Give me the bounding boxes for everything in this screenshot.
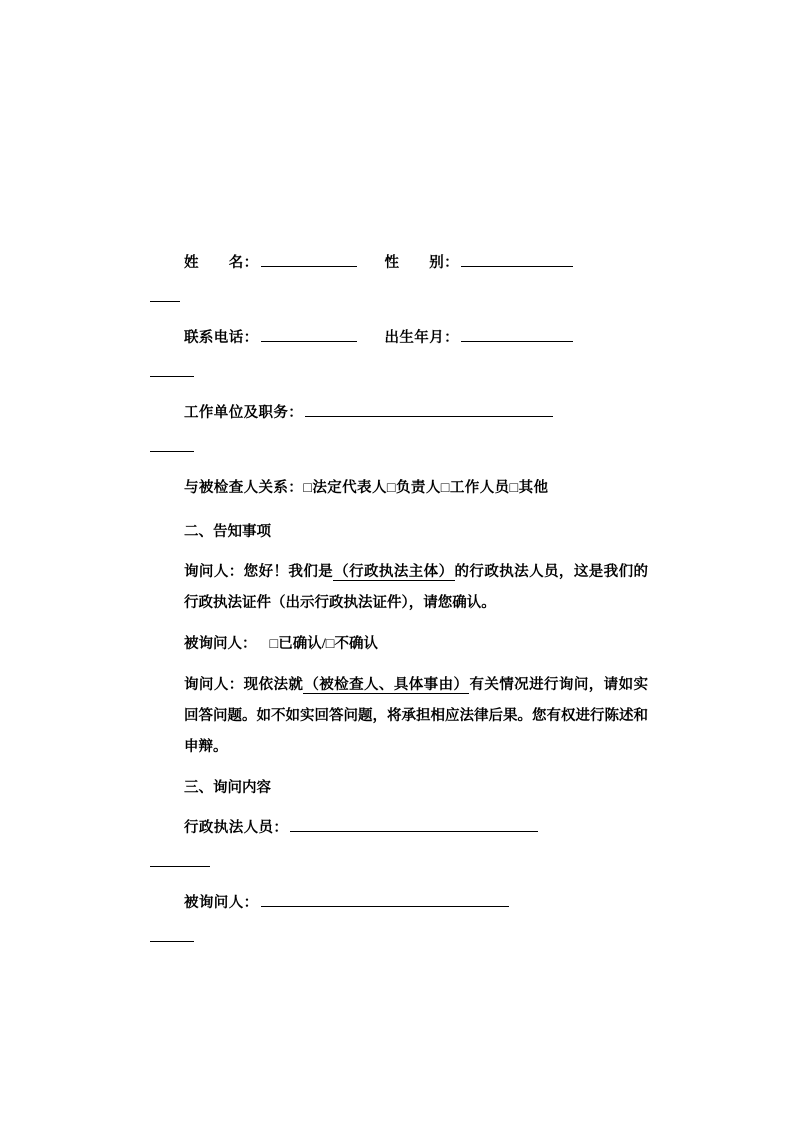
label-work-unit: 工作单位及职务： (184, 405, 304, 421)
input-work-unit[interactable] (305, 401, 553, 417)
field-row-name-gender (148, 248, 648, 278)
notice-q1-speaker: 询问人： (184, 564, 244, 580)
field-row-work-unit (148, 398, 648, 428)
input-officer-overflow[interactable] (150, 853, 210, 867)
notice-q1-part2: 的行政执法人员，这是我们的行政执法证件（出示行政执法证件），请您确认。 (184, 564, 649, 611)
notice-q2-emphasis[interactable]: （被检查人、具体事由） (304, 677, 469, 693)
field-row-phone-birth (148, 323, 648, 353)
notice-q1-part1: 您好！我们是 (243, 564, 334, 580)
notice-q2-part2: 有关情况进行询问，请如实回答问题。如不如实回答问题，将承担相应法律后果。您有权进行陈述和申辩。 (184, 677, 649, 755)
input-gender[interactable] (461, 251, 573, 267)
label-officer: 行政执法人员： (184, 820, 289, 836)
field-row-phone-birth-wrap (148, 363, 648, 382)
section-title-content: 三、询问内容 (184, 780, 271, 796)
label-phone: 联系电话： (184, 330, 259, 346)
input-work-unit-overflow[interactable] (150, 438, 194, 452)
notice-question-1 (148, 557, 648, 619)
content-row-interviewee (148, 888, 648, 918)
label-gender: 性 别： (384, 255, 459, 271)
label-relation: 与被检查人关系： (184, 480, 304, 496)
notice-q1-emphasis[interactable]: （行政执法主体） (334, 564, 454, 580)
content-row-officer-wrap (148, 853, 648, 872)
document-body (148, 248, 648, 963)
notice-question-2 (148, 670, 648, 763)
notice-a1-speaker: 被询问人： (184, 636, 257, 652)
relation-option-legal-rep[interactable]: □法定代表人 (303, 480, 387, 496)
notice-q2-part1: 现依法就 (243, 677, 304, 693)
input-name-gender-overflow[interactable] (150, 288, 180, 302)
relation-option-other[interactable]: □其他 (509, 480, 549, 496)
input-birth[interactable] (461, 326, 573, 342)
content-row-interviewee-wrap (148, 928, 648, 947)
field-row-work-unit-wrap (148, 438, 648, 457)
input-officer[interactable] (290, 816, 538, 832)
content-row-officer (148, 813, 648, 843)
relation-option-principal[interactable]: □负责人 (386, 480, 441, 496)
notice-a1-options[interactable]: □已确认/□不确认 (269, 636, 379, 652)
input-interviewee-overflow[interactable] (150, 928, 194, 942)
input-phone-birth-overflow[interactable] (150, 363, 194, 377)
notice-answer-1 (148, 629, 648, 660)
field-row-relation (148, 473, 648, 503)
label-interviewee: 被询问人： (184, 895, 259, 911)
label-birth: 出生年月： (384, 330, 459, 346)
input-name[interactable] (261, 251, 357, 267)
input-interviewee[interactable] (261, 891, 509, 907)
field-row-name-gender-wrap (148, 288, 648, 307)
label-name: 姓 名： (184, 255, 259, 271)
section-title-notice: 二、告知事项 (184, 524, 271, 540)
relation-option-staff[interactable]: □工作人员 (440, 480, 510, 496)
notice-q2-speaker: 询问人： (184, 677, 244, 693)
input-phone[interactable] (261, 326, 357, 342)
